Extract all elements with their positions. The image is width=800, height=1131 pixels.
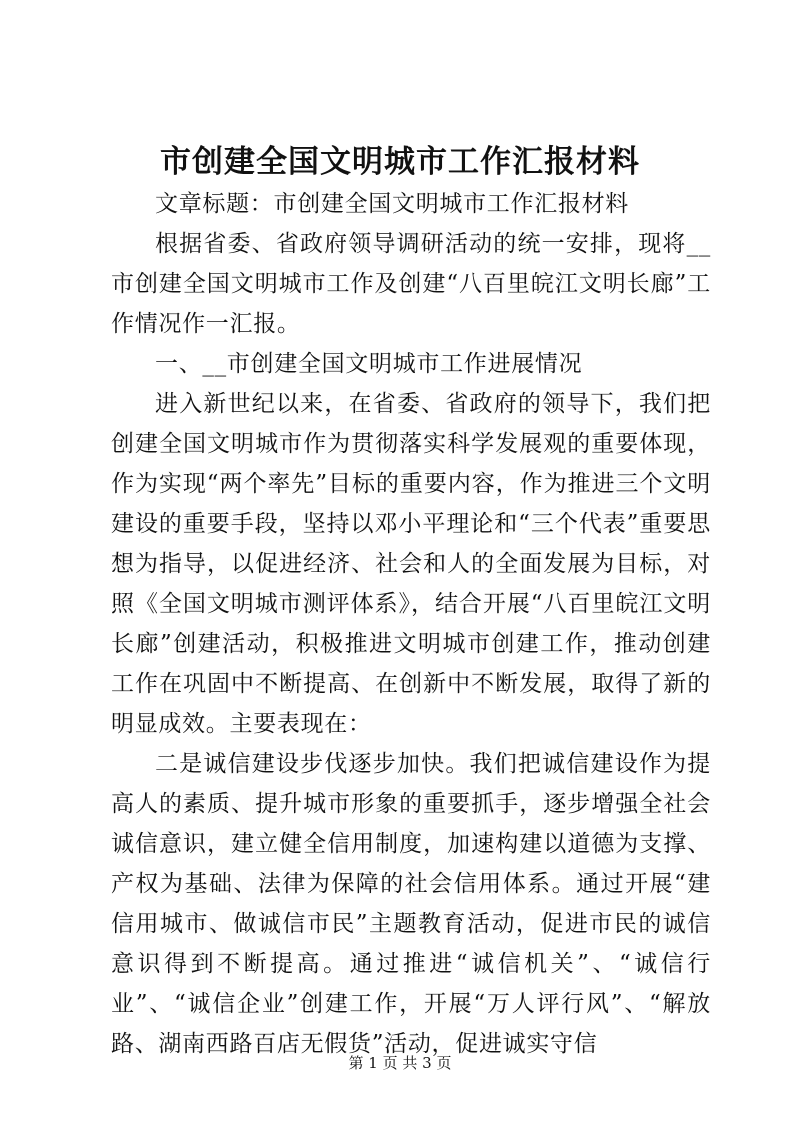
section-heading: 一、__市创建全国文明城市工作进展情况 bbox=[155, 351, 583, 377]
document-title: 市创建全国文明城市工作汇报材料 bbox=[160, 144, 640, 180]
paragraph-integrity: 二是诚信建设步伐逐步加快。我们把诚信建设作为提高人的素质、提升城市形象的重要抓手，逐步增强全社会诚信意识，建立健全信用制度，加速构建以道德为支撑、产权为基础、法律为保障的社会信用体系。通过开展“建信用城市、做诚信市民”主题教育活动，促进市民的诚信意识得到不断提高。通过推进“诚信机关”、“诚信行业”、“诚信企业”创建工作，开展“万人评行风”、“解放路、湖南西路百店无假货”活动，促进诚实守信 bbox=[111, 751, 711, 1057]
paragraph-progress: 进入新世纪以来，在省委、省政府的领导下，我们把创建全国文明城市作为贯彻落实科学发展观的重要体现，作为实现“两个率先”目标的重要内容，作为推进三个文明建设的重要手段，坚持以邓小平理论和“三个代表”重要思想为指导，以促进经济、社会和人的全面发展为目标，对照《全国文明城市测评体系》，结合开展“八百里皖江文明长廊”创建活动，积极推进文明城市创建工作，推动创建工作在巩固中不断提高、在创新中不断发展，取得了新的明显成效。主要表现在： bbox=[111, 391, 711, 737]
page-footer: 第 1 页 共 3 页 bbox=[348, 1054, 452, 1072]
paragraph-intro: 根据省委、省政府领导调研活动的统一安排，现将__市创建全国文明城市工作及创建“八百里皖江文明长廊”工作情况作一汇报。 bbox=[111, 231, 711, 337]
paragraph-article-title: 文章标题：市创建全国文明城市工作汇报材料 bbox=[155, 191, 629, 217]
document-body bbox=[111, 184, 711, 1064]
